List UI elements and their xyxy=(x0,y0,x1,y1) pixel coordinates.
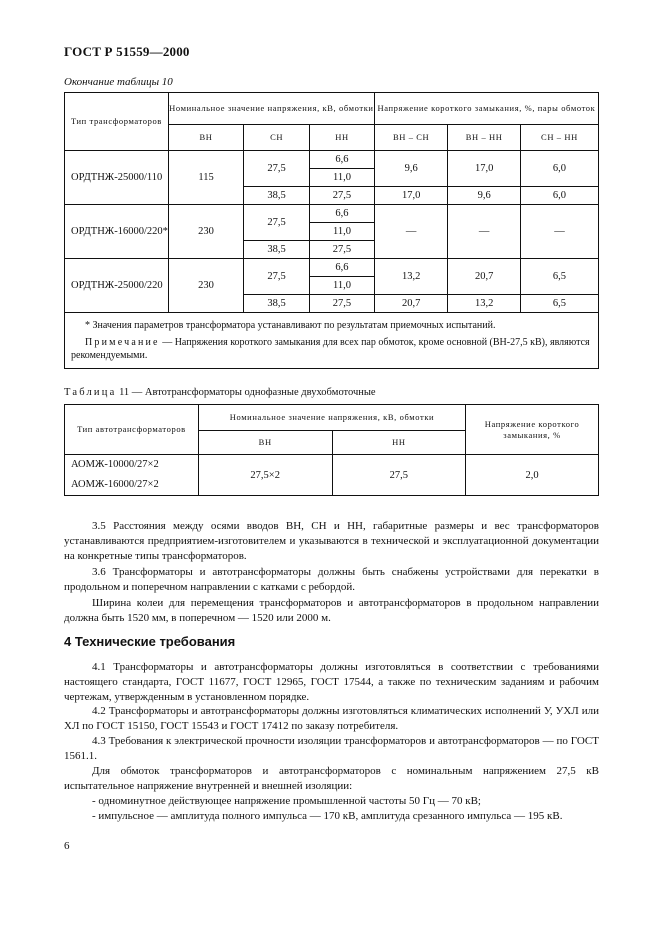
page-number: 6 xyxy=(64,840,70,852)
table-10 xyxy=(64,92,599,369)
cell-nn: 27,5 xyxy=(332,455,466,496)
subheader-nn: НН xyxy=(332,431,466,455)
subheader-vn-sn: ВН – СН xyxy=(374,125,447,151)
subheader-vn: ВН xyxy=(198,431,332,455)
subheader-sn-nn: СН – НН xyxy=(520,125,598,151)
cell-sn: 27,5 xyxy=(244,259,310,295)
cell-sn: 38,5 xyxy=(244,241,310,259)
cell-sn-nn: 6,5 xyxy=(520,295,598,313)
cell-vn-sn: 17,0 xyxy=(374,187,447,205)
bullet-one-minute: - одноминутное действующее напряжение промышленной частоты 50 Гц — 70 кВ; xyxy=(92,795,481,807)
subheader-sn: СН xyxy=(244,125,310,151)
transformer-type: ОРДТНЖ-25000/110 xyxy=(65,151,169,205)
table10-footnote: * Значения параметров трансформатора устанавливают по результатам приемочных испытаний. xyxy=(85,320,496,331)
cell-nn: 6,6 xyxy=(310,259,375,277)
cell-shortcircuit: 2,0 xyxy=(466,455,599,496)
cell-vn-sn: — xyxy=(374,205,447,259)
cell-vn-nn: 17,0 xyxy=(448,151,521,187)
cell-nn: 27,5 xyxy=(310,187,375,205)
cell-nn: 11,0 xyxy=(310,223,375,241)
cell-nn: 6,6 xyxy=(310,151,375,169)
table10-note xyxy=(71,336,592,362)
col-nominal-header: Номинальное значение напряжения, кВ, обмотки xyxy=(198,405,465,431)
cell-sn: 27,5 xyxy=(244,151,310,187)
cell-vn-nn: — xyxy=(448,205,521,259)
subheader-vn: ВН xyxy=(168,125,243,151)
paragraph-4-1: 4.1 Трансформаторы и автотрансформаторы должны изготовляться в соответствии с требованиями настоящего стандарта, ГОСТ 11677, ГОСТ 12965, ГОСТ 17544, а также по техническим заданиям и рабочим чертежам, утвержденным в установленном порядке. xyxy=(64,661,599,703)
paragraph-3-6-gauge: Ширина колеи для перемещения трансформаторов и автотрансформаторов в продольном направлении должна быть 1520 мм, в поперечном — 1520 или 2000 м. xyxy=(64,597,599,624)
cell-sn: 38,5 xyxy=(244,187,310,205)
cell-vn-sn: 20,7 xyxy=(374,295,447,313)
paragraph-4-3-voltage: Для обмоток трансформаторов и автотрансформаторов с номинальным напряжением 27,5 кВ испытательное напряжение внутренней и внешней изоляции: xyxy=(64,765,599,792)
table-11 xyxy=(64,404,599,496)
cell-nn: 6,6 xyxy=(310,205,375,223)
paragraph-3-5: 3.5 Расстояния между осями вводов ВН, СН и НН, габаритные размеры и вес трансформаторов устанавливаются предприятием-изготовителем и указываются в технической и эксплуатационной документации на конкретные типы трансформаторов. xyxy=(64,520,599,562)
paragraph-3-6: 3.6 Трансформаторы и автотрансформаторы должны быть снабжены устройствами для перекатки в продольном и поперечном направлении с катками с ребордой. xyxy=(64,566,599,593)
col-type-header: Тип трансформаторов xyxy=(65,93,169,151)
transformer-type: ОРДТНЖ-25000/220 xyxy=(65,259,169,313)
cell-vn: 230 xyxy=(168,205,243,259)
cell-sn: 27,5 xyxy=(244,205,310,241)
cell-vn-nn: 9,6 xyxy=(448,187,521,205)
cell-sn: 38,5 xyxy=(244,295,310,313)
table11-label: Таблица xyxy=(64,387,117,398)
autotransformer-type: АОМЖ-16000/27×2 xyxy=(71,479,159,490)
note-label: Примечание xyxy=(85,337,160,348)
section-heading: 4 Технические требования xyxy=(64,634,236,649)
cell-nn: 27,5 xyxy=(310,295,375,313)
autotransformer-type: АОМЖ-10000/27×2 xyxy=(71,459,159,470)
subheader-nn: НН xyxy=(310,125,375,151)
cell-sn-nn: 6,0 xyxy=(520,151,598,187)
bullet-impulse: - импульсное — амплитуда полного импульса — 170 кВ, амплитуда срезанного импульса — 195 кВ. xyxy=(92,810,563,822)
cell-sn-nn: 6,5 xyxy=(520,259,598,295)
cell-vn-nn: 20,7 xyxy=(448,259,521,295)
cell-vn: 115 xyxy=(168,151,243,205)
table10-caption: Окончание таблицы 10 xyxy=(64,76,173,88)
cell-nn: 27,5 xyxy=(310,241,375,259)
cell-sn-nn: 6,0 xyxy=(520,187,598,205)
col-shortcircuit-header: Напряжение короткого замыкания, % xyxy=(466,405,599,455)
document-header: ГОСТ Р 51559—2000 xyxy=(64,44,190,59)
cell-vn: 27,5×2 xyxy=(198,455,332,496)
cell-vn-sn: 13,2 xyxy=(374,259,447,295)
cell-vn-sn: 9,6 xyxy=(374,151,447,187)
paragraph-4-2: 4.2 Трансформаторы и автотрансформаторы должны изготовляться климатических исполнений У, УХЛ или ХЛ по ГОСТ 15150, ГОСТ 15543 и ГОСТ 17412 по заказу потребителя. xyxy=(64,705,599,732)
note-text: — Напряжения короткого замыкания для всех пар обмоток, кроме основной (ВН-27,5 кВ), являются рекомендуемыми. xyxy=(71,337,590,361)
cell-vn-nn: 13,2 xyxy=(448,295,521,313)
table11-caption-text: 11 — Автотрансформаторы однофазные двухобмоточные xyxy=(116,387,376,398)
cell-nn: 11,0 xyxy=(310,169,375,187)
cell-nn: 11,0 xyxy=(310,277,375,295)
col-type-header: Тип автотрансформаторов xyxy=(65,405,199,455)
cell-sn-nn: — xyxy=(520,205,598,259)
transformer-type: ОРДТНЖ-16000/220* xyxy=(65,205,169,259)
col-nominal-header: Номинальное значение напряжения, кВ, обмотки xyxy=(168,93,374,125)
cell-vn: 230 xyxy=(168,259,243,313)
subheader-vn-nn: ВН – НН xyxy=(448,125,521,151)
table11-caption xyxy=(64,387,376,398)
col-shortcircuit-header: Напряжение короткого замыкания, %, пары обмоток xyxy=(374,93,598,125)
paragraph-4-3: 4.3 Требования к электрической прочности изоляции трансформаторов и автотрансформаторов — по ГОСТ 1561.1. xyxy=(64,735,599,762)
